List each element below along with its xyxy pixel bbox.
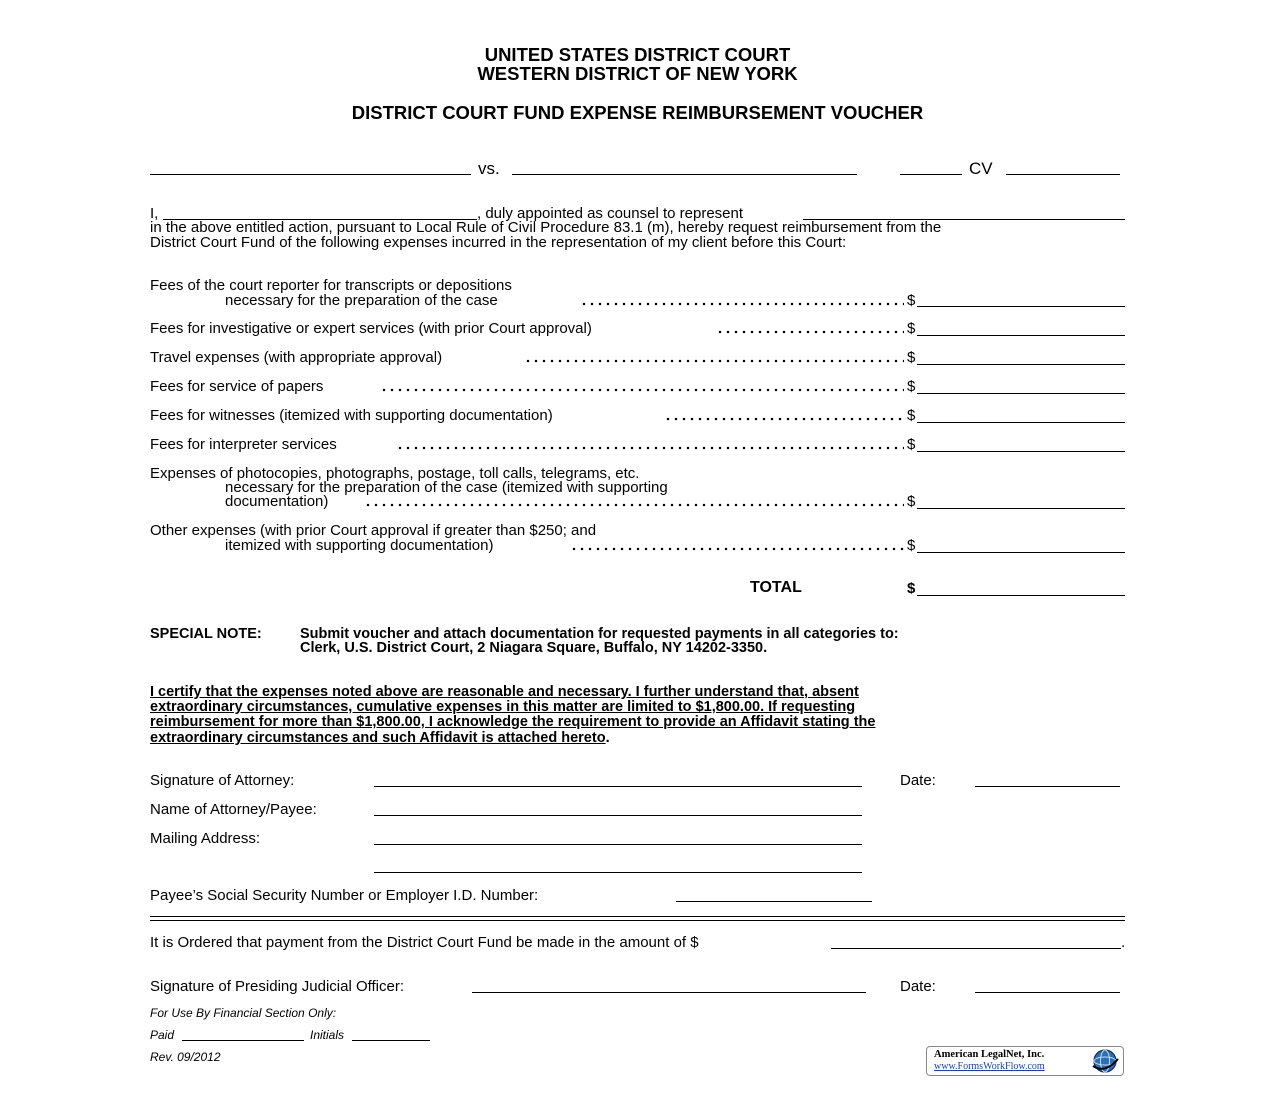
revision-date: Rev. 09/2012 [150, 1050, 221, 1064]
expense-label-cont: documentation) [225, 493, 329, 510]
attorney-name-field[interactable] [374, 815, 862, 816]
expense-label: Fees for interpreter services [150, 436, 337, 453]
signature-attorney-label: Signature of Attorney: [150, 772, 295, 789]
form-title: DISTRICT COURT FUND EXPENSE REIMBURSEMENT VOUCHER [351, 102, 924, 123]
logo-company: American LegalNet, Inc. [934, 1049, 1045, 1060]
dollar-sign: $ [907, 407, 916, 424]
case-number-field[interactable] [1006, 174, 1120, 175]
initials-label: Initials [310, 1028, 345, 1042]
date-label: Date: [900, 772, 936, 789]
attorney-name-label: Name of Attorney/Payee: [150, 801, 317, 818]
mailing-address-field-2[interactable] [374, 872, 862, 873]
divider-top [150, 916, 1125, 917]
district-name: WESTERN DISTRICT OF NEW YORK [477, 63, 798, 84]
dollar-sign: $ [907, 349, 916, 366]
ssn-field[interactable] [676, 901, 872, 902]
intro-line3: District Court Fund of the following expenses incurred in the representation of my client before this Court: [150, 234, 847, 251]
amount-field[interactable] [917, 306, 1125, 307]
certification-line-4-text: extraordinary circumstances and such Affidavit is attached hereto [150, 730, 606, 746]
financial-heading: For Use By Financial Section Only: [150, 1006, 337, 1020]
vs-label: vs. [478, 159, 500, 178]
ssn-label: Payee’s Social Security Number or Employer I.D. Number: [150, 887, 539, 904]
globe-icon [1087, 1047, 1123, 1075]
certification-line-2: extraordinary circumstances, cumulative expenses in this matter are limited to $1,800.00. If requesting [150, 699, 856, 715]
mailing-address-field-1[interactable] [374, 844, 862, 845]
leader-dots [380, 382, 904, 392]
case-year-field[interactable] [900, 174, 962, 175]
logo-url[interactable]: www.FormsWorkFlow.com [934, 1061, 1045, 1072]
certification-line-3: reimbursement for more than $1,800.00, I acknowledge the requirement to provide an Affidavit stating the [150, 714, 876, 730]
intro-i: I, [150, 205, 159, 222]
dollar-sign: $ [907, 493, 916, 510]
attorney-date-field[interactable] [975, 786, 1120, 787]
paid-field[interactable] [182, 1040, 304, 1041]
american-legalnet-logo[interactable] [926, 1046, 1124, 1076]
leader-dots [580, 296, 904, 306]
certification-period: . [605, 730, 610, 746]
expense-label-cont: necessary for the preparation of the case [225, 292, 498, 309]
total-dollar-sign: $ [907, 580, 916, 597]
amount-field[interactable] [917, 364, 1125, 365]
total-label: TOTAL [750, 579, 802, 596]
judge-date-label: Date: [900, 978, 936, 995]
signature-attorney-field[interactable] [374, 786, 862, 787]
defendant-field[interactable] [512, 174, 857, 175]
special-note-text: Submit voucher and attach documentation for requested payments in all categories to: [300, 626, 899, 642]
certification-line-4 [150, 730, 610, 746]
expense-label: Fees of the court reporter for transcripts or depositions [150, 277, 512, 294]
paid-label: Paid [150, 1028, 175, 1042]
leader-dots [396, 440, 904, 450]
expense-label: Fees for investigative or expert services (with prior Court approval) [150, 320, 592, 337]
expense-label-cont: itemized with supporting documentation) [225, 537, 494, 554]
leader-dots [664, 411, 904, 421]
intro-appointed: , duly appointed as counsel to represent [477, 205, 744, 222]
amount-field[interactable] [917, 552, 1125, 553]
leader-dots [364, 497, 904, 507]
certification-line-1: I certify that the expenses noted above are reasonable and necessary. I further understand that, absent [150, 684, 859, 700]
leader-dots [570, 541, 904, 551]
court-name: UNITED STATES DISTRICT COURT [484, 44, 791, 65]
amount-field[interactable] [917, 422, 1125, 423]
leader-dots [524, 353, 904, 363]
dollar-sign: $ [907, 436, 916, 453]
initials-field[interactable] [352, 1040, 430, 1041]
expense-label-cont: necessary for the preparation of the case (itemized with supporting [225, 479, 668, 496]
amount-field[interactable] [917, 508, 1125, 509]
dollar-sign: $ [907, 320, 916, 337]
dollar-sign: $ [907, 378, 916, 395]
total-amount-field[interactable] [917, 595, 1125, 596]
judge-date-field[interactable] [975, 992, 1120, 993]
special-note-label: SPECIAL NOTE: [150, 626, 262, 642]
mailing-address-label: Mailing Address: [150, 830, 261, 847]
leader-dots [716, 324, 904, 334]
plaintiff-field[interactable] [150, 174, 471, 175]
judge-signature-label: Signature of Presiding Judicial Officer: [150, 978, 405, 995]
expense-label: Other expenses (with prior Court approval if greater than $250; and [150, 522, 597, 539]
amount-field[interactable] [917, 451, 1125, 452]
order-period: . [1121, 934, 1126, 951]
clerk-address: Clerk, U.S. District Court, 2 Niagara Square, Buffalo, NY 14202-3350. [300, 640, 768, 656]
expense-label: Fees for service of papers [150, 378, 324, 395]
order-amount-field[interactable] [831, 948, 1121, 949]
intro-line2: in the above entitled action, pursuant to Local Rule of Civil Procedure 83.1 (m), hereby request reimbursement from the [150, 219, 942, 236]
dollar-sign: $ [907, 292, 916, 309]
expense-label: Travel expenses (with appropriate approval) [150, 349, 443, 366]
expense-label: Fees for witnesses (itemized with supporting documentation) [150, 407, 553, 424]
cv-label: CV [969, 159, 993, 178]
divider-bottom [150, 920, 1125, 921]
judge-signature-field[interactable] [472, 992, 866, 993]
dollar-sign: $ [907, 537, 916, 554]
order-text: It is Ordered that payment from the District Court Fund be made in the amount of $ [150, 934, 699, 951]
amount-field[interactable] [917, 335, 1125, 336]
expense-label: Expenses of photocopies, photographs, postage, toll calls, telegrams, etc. [150, 465, 640, 482]
amount-field[interactable] [917, 393, 1125, 394]
